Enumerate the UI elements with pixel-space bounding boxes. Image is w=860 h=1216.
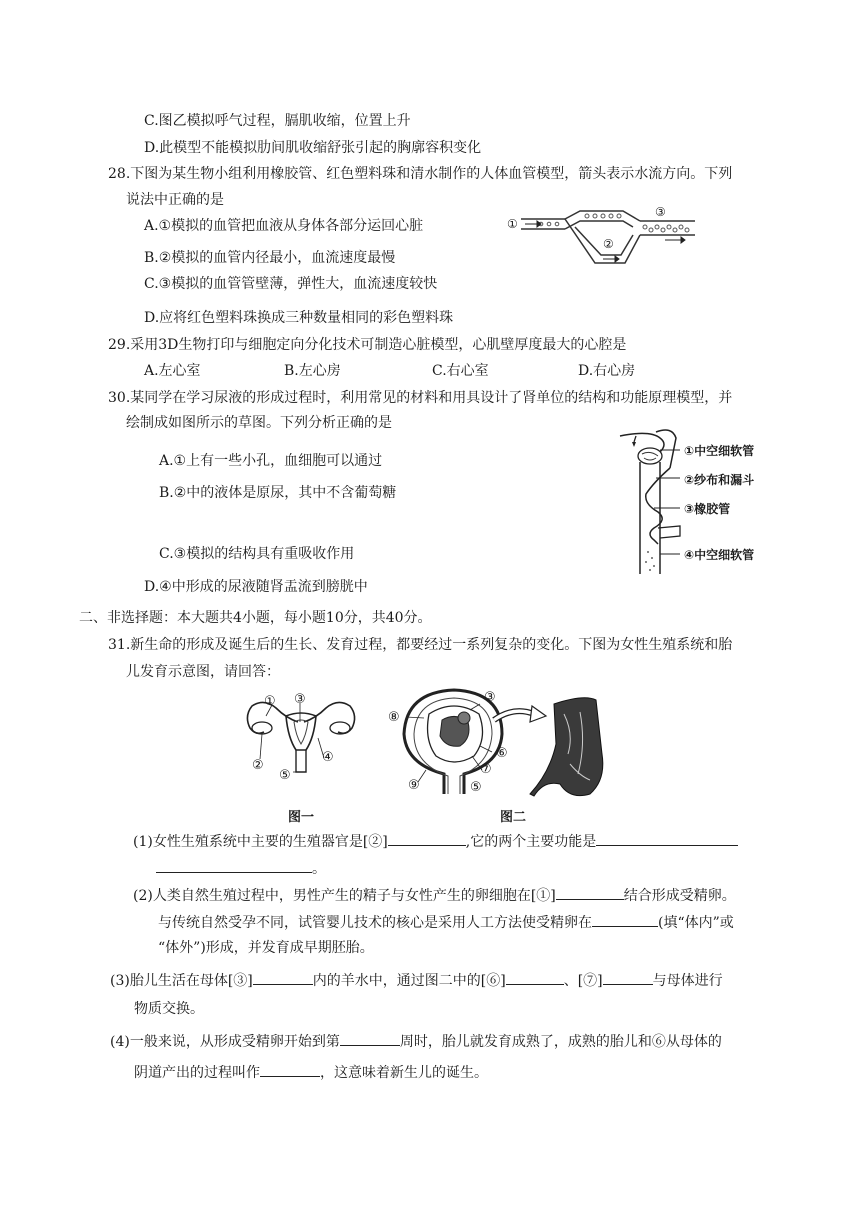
q31-part4-text-b: 周时，胎儿就发育成熟了，成熟的胎儿和⑥从母体的 xyxy=(399,1034,722,1050)
answer-blank-uterus[interactable] xyxy=(253,970,313,985)
q28-option-a: A.①模拟的血管把血液从身体各部分运回心脏 xyxy=(144,218,424,234)
q29-option-d: D.右心房 xyxy=(578,363,636,379)
section2-title: 二、非选择题：本大题共4小题，每小题10分，共40分。 xyxy=(79,610,432,626)
fig2-label-9: ⑨ xyxy=(408,778,420,793)
q31-stem-line1: 31.新生命的形成及诞生后的生长、发育过程，都要经过一系列复杂的变化。下图为女性生殖系统和胎 xyxy=(108,637,733,653)
nephron-label-2: ②纱布和漏斗 xyxy=(684,473,755,487)
answer-blank-placenta[interactable] xyxy=(506,970,564,985)
q31-part4-line2 xyxy=(134,1062,488,1082)
q31-part2-line1 xyxy=(133,885,736,905)
q31-part3-line2: 物质交换。 xyxy=(134,1001,204,1017)
q30-stem-line1: 30.某同学在学习尿液的形成过程时，利用常见的材料和用具设计了肾单位的结构和功能原理模型，并 xyxy=(108,390,733,406)
q29-option-a: A.左心室 xyxy=(144,363,201,379)
q31-part2-line2 xyxy=(158,912,734,932)
answer-blank-umbilical-cord[interactable] xyxy=(603,970,653,985)
q31-part4-text-c: 阴道产出的过程叫作 xyxy=(134,1065,260,1081)
q31-part3-text-c: 、[⑦] xyxy=(563,973,603,989)
fig1-label-3: ③ xyxy=(294,692,306,707)
nephron-label-4: ④中空细软管 xyxy=(684,548,755,562)
fig2-label-3: ③ xyxy=(484,690,496,705)
fig2-label-5: ⑤ xyxy=(470,780,482,795)
q31-part1-line1 xyxy=(133,831,738,851)
q31-part3-line1 xyxy=(110,970,723,990)
answer-blank-ovary[interactable] xyxy=(388,831,466,846)
q29-stem: 29.采用3D生物打印与细胞定向分化技术可制造心脏模型，心肌壁厚度最大的心腔是 xyxy=(108,337,627,353)
figure-1-caption: 图一 xyxy=(288,810,315,825)
answer-blank-functions-2[interactable] xyxy=(156,858,312,873)
q31-part2-text-a: (2)人类自然生殖过程中，男性产生的精子与女性产生的卵细胞在[①] xyxy=(133,888,556,904)
q31-part2-line3: “体外”)形成，并发育成早期胚胎。 xyxy=(158,940,374,956)
nephron-label-3: ③橡胶管 xyxy=(684,502,731,516)
q30-option-a: A.①上有一些小孔，血细胞可以通过 xyxy=(159,453,383,469)
figure-1-reproductive-system xyxy=(236,688,366,788)
vessel-label-1: ① xyxy=(507,217,518,231)
answer-blank-weeks[interactable] xyxy=(340,1031,400,1046)
q31-part3-text-d: 与母体进行 xyxy=(652,973,723,989)
q28-option-d: D.应将红色塑料珠换成三种数量相同的彩色塑料珠 xyxy=(144,310,454,326)
answer-blank-functions-1[interactable] xyxy=(596,831,738,846)
nephron-model-figure xyxy=(610,428,810,574)
q28-option-c: C.③模拟的血管管壁薄，弹性大，血流速度较快 xyxy=(144,276,438,292)
q31-part2-text-b: 结合形成受精卵。 xyxy=(623,888,736,904)
q31-part3-text-a: (3)胎儿生活在母体[③] xyxy=(110,973,253,989)
blood-vessel-model-figure xyxy=(505,205,695,270)
fig1-label-2: ② xyxy=(252,758,264,773)
q31-part1-text-b: ,它的两个主要功能是 xyxy=(465,834,597,850)
q31-part1-text-c: 。 xyxy=(312,861,326,877)
q27-option-c: C.图乙模拟呼气过程，膈肌收缩，位置上升 xyxy=(144,113,411,129)
q31-part4-text-d: ，这意味着新生儿的诞生。 xyxy=(320,1065,488,1081)
vessel-label-2: ② xyxy=(603,237,614,251)
q31-part1-line2 xyxy=(156,858,326,878)
fig1-label-1: ① xyxy=(264,694,276,709)
fig1-label-5: ⑤ xyxy=(279,768,291,783)
q31-part4-text-a: (4)一般来说，从形成受精卵开始到第 xyxy=(110,1034,340,1050)
q28-option-b: B.②模拟的血管内径最小，血流速度最慢 xyxy=(144,250,396,266)
fig2-label-6: ⑥ xyxy=(496,746,508,761)
q27-option-d: D.此模型不能模拟肋间肌收缩舒张引起的胸廓容积变化 xyxy=(144,140,482,156)
fig2-label-7: ⑦ xyxy=(480,762,492,777)
q30-option-b: B.②中的液体是原尿，其中不含葡萄糖 xyxy=(159,485,397,501)
q31-part1-text-a: (1)女性生殖系统中主要的生殖器官是[②] xyxy=(133,834,388,850)
answer-blank-childbirth[interactable] xyxy=(260,1062,320,1077)
q31-part2-text-d: (填“体内”或 xyxy=(658,915,734,931)
figure-2-fetal-development xyxy=(384,684,624,804)
q31-stem-line2: 儿发育示意图，请回答： xyxy=(126,664,280,680)
q28-stem-line2: 说法中正确的是 xyxy=(126,192,224,208)
q30-stem-line2: 绘制成如图所示的草图。下列分析正确的是 xyxy=(126,415,392,431)
nephron-label-1: ①中空细软管 xyxy=(684,444,755,458)
q28-stem-line1: 28.下图为某生物小组利用橡胶管、红色塑料珠和清水制作的人体血管模型，箭头表示水流方向。下列 xyxy=(108,166,733,182)
fig1-label-4: ④ xyxy=(322,750,334,765)
vessel-label-3: ③ xyxy=(655,205,666,219)
q31-part4-line1 xyxy=(110,1031,722,1051)
q29-option-b: B.左心房 xyxy=(284,363,341,379)
figure-2-caption: 图二 xyxy=(500,810,527,825)
answer-blank-fertilization-site[interactable] xyxy=(556,885,624,900)
q30-option-d: D.④中形成的尿液随肾盂流到膀胱中 xyxy=(144,579,368,595)
fig2-label-8: ⑧ xyxy=(388,710,400,725)
q31-part3-text-b: 内的羊水中，通过图二中的[⑥] xyxy=(312,973,506,989)
answer-blank-in-vitro[interactable] xyxy=(592,912,658,927)
q31-part2-text-c: 与传统自然受孕不同，试管婴儿技术的核心是采用人工方法使受精卵在 xyxy=(158,915,592,931)
q30-option-c: C.③模拟的结构具有重吸收作用 xyxy=(159,546,355,562)
q29-option-c: C.右心室 xyxy=(432,363,489,379)
